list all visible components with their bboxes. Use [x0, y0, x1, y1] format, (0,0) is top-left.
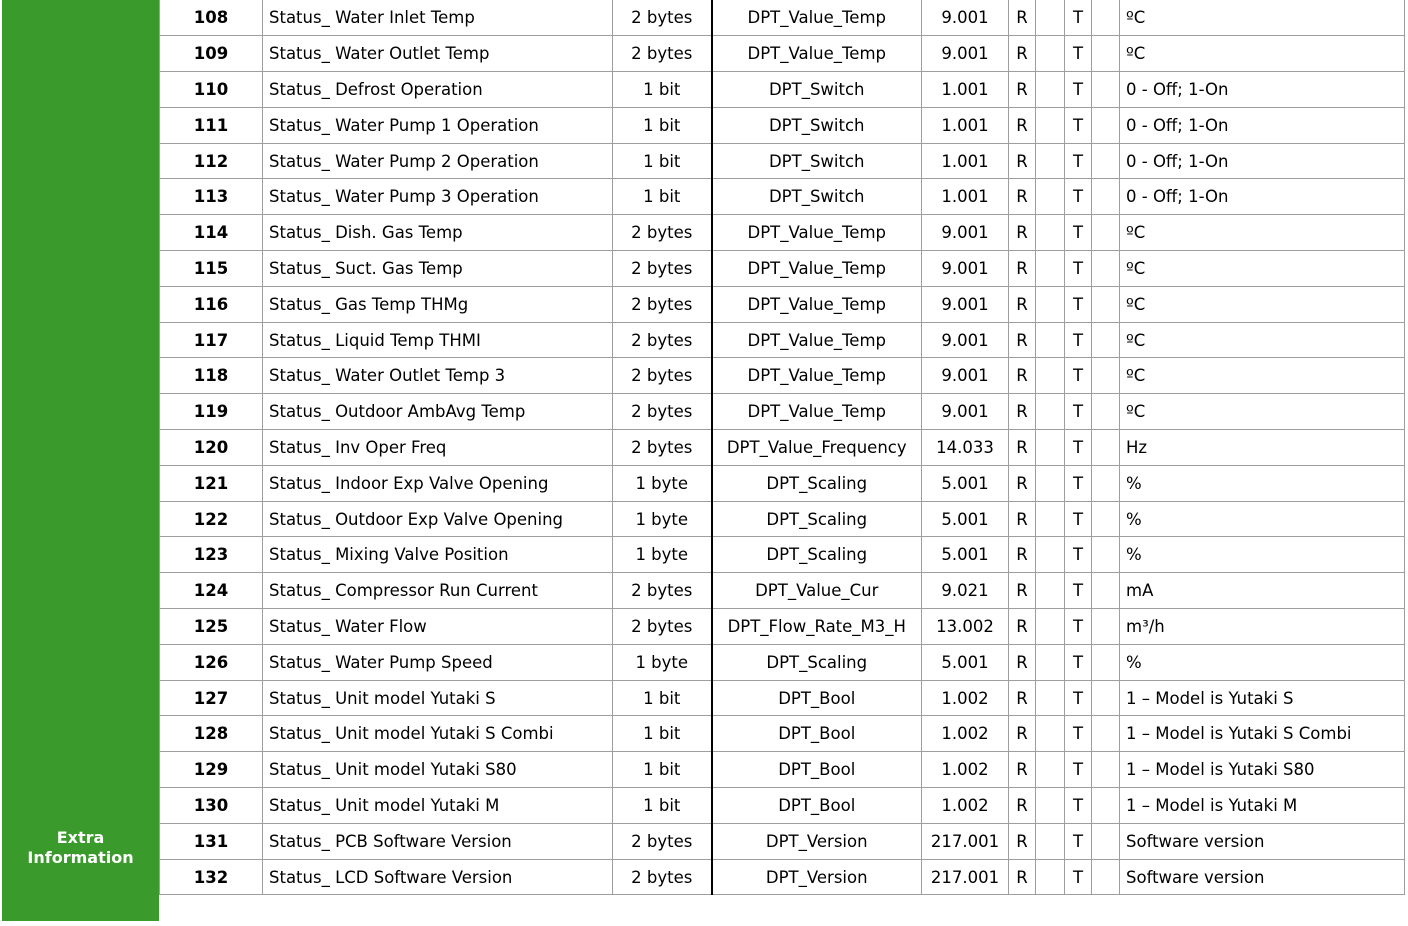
table-row	[160, 36, 1405, 72]
object-name: Status_ Outdoor AmbAvg Temp	[263, 394, 613, 430]
transmit-flag: T	[1065, 107, 1092, 143]
transmit-flag: T	[1065, 537, 1092, 573]
object-name: Status_ Water Outlet Temp 3	[263, 358, 613, 394]
transmit-flag: T	[1065, 609, 1092, 645]
transmit-flag: T	[1065, 644, 1092, 680]
object-description: %	[1120, 537, 1405, 573]
empty-flag-cell	[1036, 465, 1065, 501]
object-name: Status_ Compressor Run Current	[263, 573, 613, 609]
datapoint-code: 1.001	[922, 143, 1009, 179]
empty-flag-cell	[1092, 36, 1120, 72]
empty-flag-cell	[1092, 823, 1120, 859]
object-description: mA	[1120, 573, 1405, 609]
object-description: 1 – Model is Yutaki S Combi	[1120, 716, 1405, 752]
read-flag: R	[1009, 143, 1036, 179]
object-description: %	[1120, 465, 1405, 501]
datapoint-code: 1.001	[922, 72, 1009, 108]
table-row	[160, 823, 1405, 859]
object-number: 120	[160, 430, 263, 466]
empty-flag-cell	[1036, 609, 1065, 645]
object-name: Status_ Water Inlet Temp	[263, 0, 613, 36]
empty-flag-cell	[1036, 788, 1065, 824]
object-number: 125	[160, 609, 263, 645]
object-name: Status_ Defrost Operation	[263, 72, 613, 108]
object-number: 121	[160, 465, 263, 501]
datapoint-type: DPT_Value_Cur	[712, 573, 922, 609]
table-row	[160, 107, 1405, 143]
object-name: Status_ Dish. Gas Temp	[263, 215, 613, 251]
object-size: 2 bytes	[613, 286, 712, 322]
datapoint-code: 9.021	[922, 573, 1009, 609]
object-description: 1 – Model is Yutaki S	[1120, 680, 1405, 716]
datapoint-type: DPT_Flow_Rate_M3_H	[712, 609, 922, 645]
datapoint-code: 1.001	[922, 179, 1009, 215]
object-number: 126	[160, 644, 263, 680]
object-number: 130	[160, 788, 263, 824]
datapoint-type: DPT_Bool	[712, 752, 922, 788]
datapoint-type: DPT_Version	[712, 823, 922, 859]
object-description: 1 – Model is Yutaki M	[1120, 788, 1405, 824]
object-size: 2 bytes	[613, 823, 712, 859]
empty-flag-cell	[1036, 501, 1065, 537]
datapoint-type: DPT_Value_Temp	[712, 394, 922, 430]
transmit-flag: T	[1065, 859, 1092, 895]
read-flag: R	[1009, 752, 1036, 788]
datapoint-code: 13.002	[922, 609, 1009, 645]
datapoint-code: 1.002	[922, 716, 1009, 752]
object-size: 1 byte	[613, 644, 712, 680]
table-row	[160, 788, 1405, 824]
object-number: 118	[160, 358, 263, 394]
read-flag: R	[1009, 179, 1036, 215]
datapoint-type: DPT_Value_Temp	[712, 286, 922, 322]
table-row	[160, 859, 1405, 895]
read-flag: R	[1009, 788, 1036, 824]
datapoint-code: 217.001	[922, 859, 1009, 895]
table-row	[160, 251, 1405, 287]
object-description: 0 - Off; 1-On	[1120, 143, 1405, 179]
empty-flag-cell	[1092, 752, 1120, 788]
empty-flag-cell	[1092, 72, 1120, 108]
object-size: 2 bytes	[613, 394, 712, 430]
datapoint-code: 9.001	[922, 286, 1009, 322]
empty-flag-cell	[1092, 680, 1120, 716]
object-description: %	[1120, 644, 1405, 680]
table-row	[160, 322, 1405, 358]
object-size: 2 bytes	[613, 573, 712, 609]
object-size: 1 bit	[613, 107, 712, 143]
object-number: 132	[160, 859, 263, 895]
empty-flag-cell	[1036, 573, 1065, 609]
object-description: Software version	[1120, 823, 1405, 859]
empty-flag-cell	[1092, 716, 1120, 752]
transmit-flag: T	[1065, 394, 1092, 430]
table-row	[160, 609, 1405, 645]
transmit-flag: T	[1065, 680, 1092, 716]
empty-flag-cell	[1092, 859, 1120, 895]
datapoint-code: 1.002	[922, 680, 1009, 716]
table-row	[160, 501, 1405, 537]
read-flag: R	[1009, 215, 1036, 251]
table-row	[160, 573, 1405, 609]
empty-flag-cell	[1092, 179, 1120, 215]
empty-flag-cell	[1036, 537, 1065, 573]
table-row	[160, 72, 1405, 108]
datapoint-type: DPT_Switch	[712, 107, 922, 143]
object-description: Software version	[1120, 859, 1405, 895]
transmit-flag: T	[1065, 251, 1092, 287]
empty-flag-cell	[1092, 465, 1120, 501]
object-size: 1 bit	[613, 752, 712, 788]
object-name: Status_ Water Pump 3 Operation	[263, 179, 613, 215]
transmit-flag: T	[1065, 179, 1092, 215]
object-description: ºC	[1120, 251, 1405, 287]
empty-flag-cell	[1092, 430, 1120, 466]
object-number: 119	[160, 394, 263, 430]
transmit-flag: T	[1065, 465, 1092, 501]
object-description: 0 - Off; 1-On	[1120, 179, 1405, 215]
datapoint-code: 5.001	[922, 537, 1009, 573]
datapoint-type: DPT_Value_Temp	[712, 358, 922, 394]
read-flag: R	[1009, 609, 1036, 645]
datapoint-type: DPT_Version	[712, 859, 922, 895]
empty-flag-cell	[1036, 644, 1065, 680]
datapoint-code: 5.001	[922, 501, 1009, 537]
empty-flag-cell	[1036, 286, 1065, 322]
object-size: 1 byte	[613, 465, 712, 501]
empty-flag-cell	[1036, 823, 1065, 859]
object-description: %	[1120, 501, 1405, 537]
table-row	[160, 465, 1405, 501]
datapoint-type: DPT_Bool	[712, 788, 922, 824]
read-flag: R	[1009, 36, 1036, 72]
empty-flag-cell	[1092, 573, 1120, 609]
empty-flag-cell	[1092, 501, 1120, 537]
transmit-flag: T	[1065, 430, 1092, 466]
object-description: 0 - Off; 1-On	[1120, 72, 1405, 108]
table-row	[160, 143, 1405, 179]
datapoint-type: DPT_Switch	[712, 179, 922, 215]
read-flag: R	[1009, 430, 1036, 466]
object-size: 2 bytes	[613, 36, 712, 72]
object-name: Status_ Water Pump 2 Operation	[263, 143, 613, 179]
empty-flag-cell	[1036, 215, 1065, 251]
object-name: Status_ Water Outlet Temp	[263, 36, 613, 72]
object-number: 128	[160, 716, 263, 752]
empty-flag-cell	[1092, 358, 1120, 394]
object-number: 122	[160, 501, 263, 537]
object-name: Status_ Mixing Valve Position	[263, 537, 613, 573]
datapoint-code: 14.033	[922, 430, 1009, 466]
empty-flag-cell	[1092, 394, 1120, 430]
empty-flag-cell	[1092, 322, 1120, 358]
object-name: Status_ Suct. Gas Temp	[263, 251, 613, 287]
datapoint-code: 5.001	[922, 644, 1009, 680]
transmit-flag: T	[1065, 143, 1092, 179]
datapoint-type: DPT_Value_Temp	[712, 215, 922, 251]
object-name: Status_ Indoor Exp Valve Opening	[263, 465, 613, 501]
table-row	[160, 179, 1405, 215]
empty-flag-cell	[1092, 644, 1120, 680]
object-number: 117	[160, 322, 263, 358]
read-flag: R	[1009, 0, 1036, 36]
object-size: 1 bit	[613, 179, 712, 215]
empty-flag-cell	[1036, 752, 1065, 788]
read-flag: R	[1009, 644, 1036, 680]
empty-flag-cell	[1092, 286, 1120, 322]
datapoint-type: DPT_Bool	[712, 680, 922, 716]
read-flag: R	[1009, 859, 1036, 895]
datapoint-code: 5.001	[922, 465, 1009, 501]
transmit-flag: T	[1065, 286, 1092, 322]
empty-flag-cell	[1036, 107, 1065, 143]
object-description: ºC	[1120, 322, 1405, 358]
empty-flag-cell	[1036, 0, 1065, 36]
read-flag: R	[1009, 358, 1036, 394]
object-number: 116	[160, 286, 263, 322]
transmit-flag: T	[1065, 752, 1092, 788]
read-flag: R	[1009, 465, 1036, 501]
datapoint-type: DPT_Switch	[712, 143, 922, 179]
object-number: 127	[160, 680, 263, 716]
empty-flag-cell	[1092, 788, 1120, 824]
datapoint-code: 1.002	[922, 788, 1009, 824]
datapoint-code: 9.001	[922, 0, 1009, 36]
object-size: 1 bit	[613, 716, 712, 752]
datapoint-type: DPT_Switch	[712, 72, 922, 108]
read-flag: R	[1009, 716, 1036, 752]
object-number: 124	[160, 573, 263, 609]
table-row	[160, 537, 1405, 573]
datapoint-type: DPT_Bool	[712, 716, 922, 752]
datapoint-type: DPT_Scaling	[712, 537, 922, 573]
object-size: 2 bytes	[613, 0, 712, 36]
empty-flag-cell	[1092, 537, 1120, 573]
datapoint-type: DPT_Value_Temp	[712, 0, 922, 36]
empty-flag-cell	[1036, 179, 1065, 215]
transmit-flag: T	[1065, 358, 1092, 394]
category-sidebar	[2, 0, 159, 921]
table-row	[160, 644, 1405, 680]
read-flag: R	[1009, 251, 1036, 287]
empty-flag-cell	[1036, 36, 1065, 72]
object-description: ºC	[1120, 0, 1405, 36]
object-description: ºC	[1120, 215, 1405, 251]
object-size: 2 bytes	[613, 609, 712, 645]
empty-flag-cell	[1036, 859, 1065, 895]
table-row	[160, 0, 1405, 36]
object-number: 131	[160, 823, 263, 859]
empty-flag-cell	[1036, 716, 1065, 752]
empty-flag-cell	[1036, 72, 1065, 108]
transmit-flag: T	[1065, 573, 1092, 609]
transmit-flag: T	[1065, 716, 1092, 752]
datapoint-code: 217.001	[922, 823, 1009, 859]
object-name: Status_ Outdoor Exp Valve Opening	[263, 501, 613, 537]
empty-flag-cell	[1036, 322, 1065, 358]
transmit-flag: T	[1065, 501, 1092, 537]
object-name: Status_ Unit model Yutaki M	[263, 788, 613, 824]
empty-flag-cell	[1092, 0, 1120, 36]
empty-flag-cell	[1092, 609, 1120, 645]
table-row	[160, 215, 1405, 251]
object-number: 114	[160, 215, 263, 251]
table-row	[160, 680, 1405, 716]
object-name: Status_ Liquid Temp THMI	[263, 322, 613, 358]
read-flag: R	[1009, 107, 1036, 143]
transmit-flag: T	[1065, 36, 1092, 72]
object-size: 2 bytes	[613, 430, 712, 466]
object-number: 109	[160, 36, 263, 72]
empty-flag-cell	[1092, 143, 1120, 179]
datapoint-code: 9.001	[922, 215, 1009, 251]
empty-flag-cell	[1036, 394, 1065, 430]
table-row	[160, 430, 1405, 466]
object-number: 115	[160, 251, 263, 287]
read-flag: R	[1009, 537, 1036, 573]
datapoint-type: DPT_Value_Temp	[712, 251, 922, 287]
empty-flag-cell	[1036, 358, 1065, 394]
read-flag: R	[1009, 322, 1036, 358]
object-number: 112	[160, 143, 263, 179]
read-flag: R	[1009, 286, 1036, 322]
object-name: Status_ Gas Temp THMg	[263, 286, 613, 322]
table-row	[160, 394, 1405, 430]
object-size: 1 bit	[613, 72, 712, 108]
object-size: 2 bytes	[613, 251, 712, 287]
object-size: 2 bytes	[613, 215, 712, 251]
datapoint-code: 9.001	[922, 322, 1009, 358]
object-name: Status_ Unit model Yutaki S	[263, 680, 613, 716]
communication-objects-table	[159, 0, 1405, 895]
table-row	[160, 286, 1405, 322]
datapoint-code: 9.001	[922, 358, 1009, 394]
object-description: 1 – Model is Yutaki S80	[1120, 752, 1405, 788]
object-number: 129	[160, 752, 263, 788]
datapoint-type: DPT_Value_Temp	[712, 322, 922, 358]
datapoint-code: 9.001	[922, 251, 1009, 287]
empty-flag-cell	[1092, 251, 1120, 287]
object-number: 110	[160, 72, 263, 108]
empty-flag-cell	[1092, 107, 1120, 143]
object-description: m³/h	[1120, 609, 1405, 645]
empty-flag-cell	[1036, 680, 1065, 716]
object-description: ºC	[1120, 286, 1405, 322]
object-name: Status_ Water Pump 1 Operation	[263, 107, 613, 143]
read-flag: R	[1009, 72, 1036, 108]
datapoint-code: 9.001	[922, 394, 1009, 430]
object-description: ºC	[1120, 394, 1405, 430]
object-name: Status_ LCD Software Version	[263, 859, 613, 895]
object-size: 1 byte	[613, 501, 712, 537]
object-description: ºC	[1120, 358, 1405, 394]
table-row	[160, 716, 1405, 752]
read-flag: R	[1009, 680, 1036, 716]
object-number: 108	[160, 0, 263, 36]
object-name: Status_ Water Flow	[263, 609, 613, 645]
object-size: 2 bytes	[613, 322, 712, 358]
object-description: 0 - Off; 1-On	[1120, 107, 1405, 143]
object-description: Hz	[1120, 430, 1405, 466]
empty-flag-cell	[1036, 143, 1065, 179]
object-number: 113	[160, 179, 263, 215]
object-name: Status_ Unit model Yutaki S80	[263, 752, 613, 788]
object-size: 1 bit	[613, 143, 712, 179]
transmit-flag: T	[1065, 0, 1092, 36]
transmit-flag: T	[1065, 788, 1092, 824]
datapoint-type: DPT_Scaling	[712, 501, 922, 537]
empty-flag-cell	[1036, 251, 1065, 287]
transmit-flag: T	[1065, 322, 1092, 358]
read-flag: R	[1009, 501, 1036, 537]
datapoint-code: 9.001	[922, 36, 1009, 72]
empty-flag-cell	[1092, 215, 1120, 251]
object-size: 1 bit	[613, 680, 712, 716]
datapoint-type: DPT_Scaling	[712, 644, 922, 680]
transmit-flag: T	[1065, 72, 1092, 108]
datapoint-type: DPT_Value_Temp	[712, 36, 922, 72]
object-size: 1 byte	[613, 537, 712, 573]
object-name: Status_ Water Pump Speed	[263, 644, 613, 680]
transmit-flag: T	[1065, 823, 1092, 859]
object-size: 2 bytes	[613, 859, 712, 895]
datapoint-code: 1.001	[922, 107, 1009, 143]
read-flag: R	[1009, 394, 1036, 430]
object-number: 123	[160, 537, 263, 573]
datapoint-type: DPT_Scaling	[712, 465, 922, 501]
empty-flag-cell	[1036, 430, 1065, 466]
category-label: Extra Information	[27, 828, 134, 867]
datapoint-type: DPT_Value_Frequency	[712, 430, 922, 466]
object-name: Status_ PCB Software Version	[263, 823, 613, 859]
object-number: 111	[160, 107, 263, 143]
read-flag: R	[1009, 823, 1036, 859]
object-size: 2 bytes	[613, 358, 712, 394]
table-row	[160, 358, 1405, 394]
transmit-flag: T	[1065, 215, 1092, 251]
table-row	[160, 752, 1405, 788]
datapoint-code: 1.002	[922, 752, 1009, 788]
object-name: Status_ Inv Oper Freq	[263, 430, 613, 466]
object-description: ºC	[1120, 36, 1405, 72]
object-size: 1 bit	[613, 788, 712, 824]
read-flag: R	[1009, 573, 1036, 609]
object-name: Status_ Unit model Yutaki S Combi	[263, 716, 613, 752]
